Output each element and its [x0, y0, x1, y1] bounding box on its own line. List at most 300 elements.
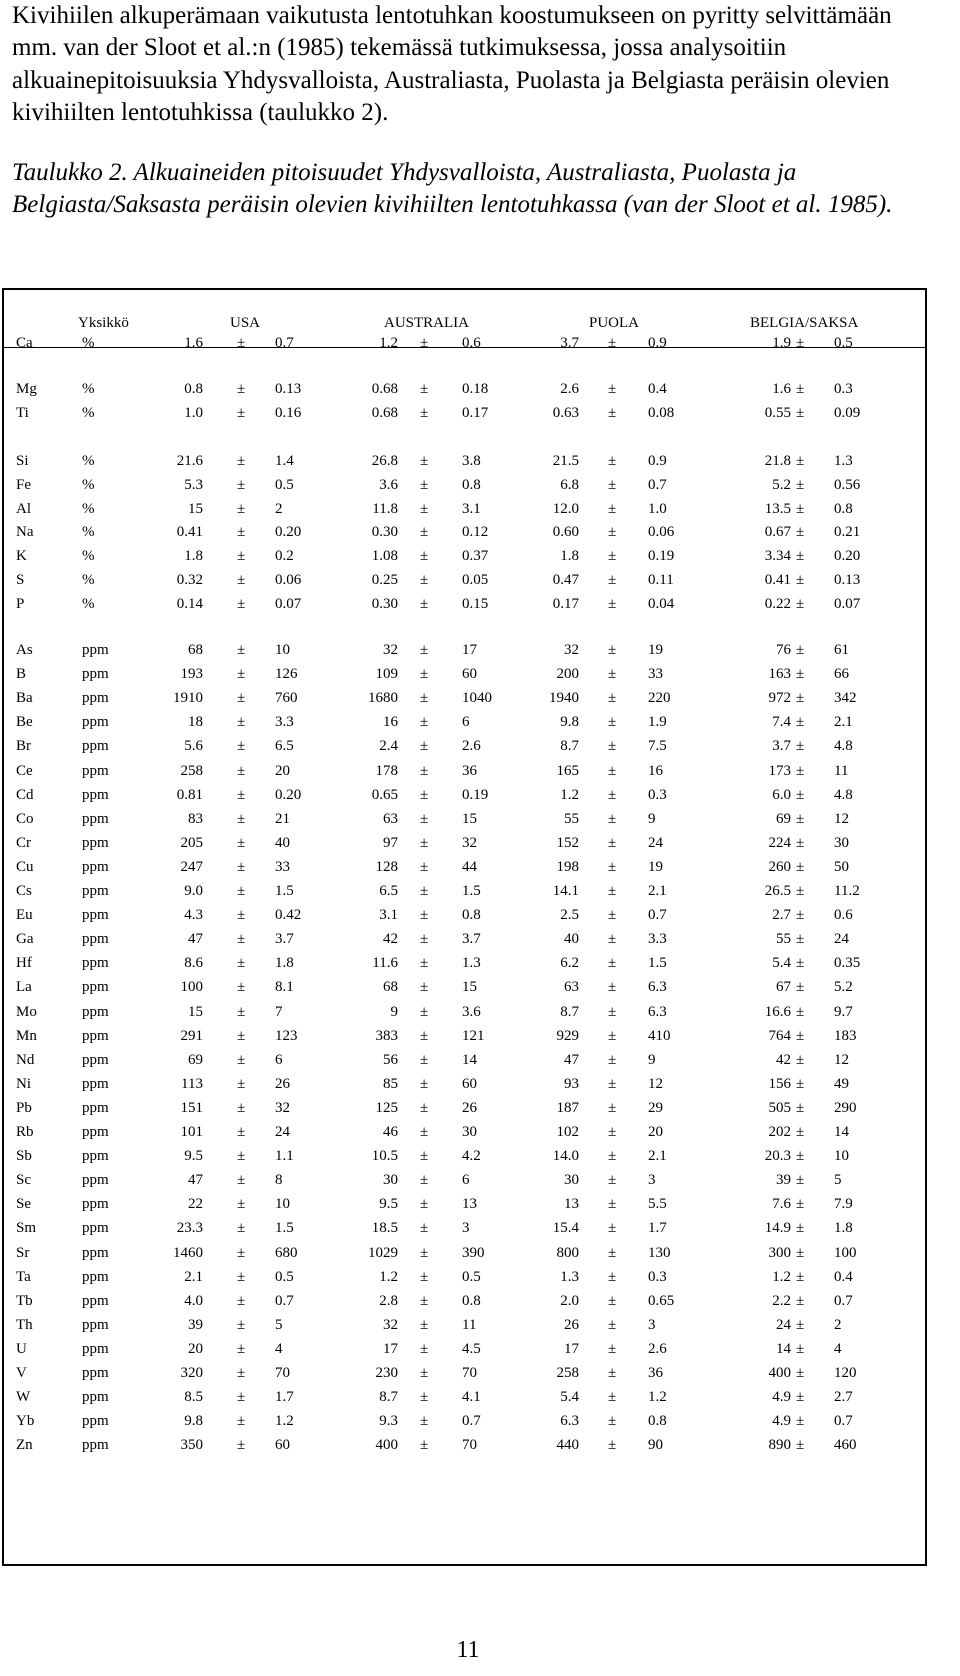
plus-minus-sign: ± — [237, 714, 246, 731]
value-cell: 15 — [188, 1003, 203, 1020]
plus-minus-sign: ± — [796, 1220, 805, 1237]
value-cell: 100 — [180, 979, 203, 996]
value-cell: 101 — [180, 1124, 203, 1140]
plus-minus-sign: ± — [237, 381, 246, 397]
plus-minus-sign: ± — [608, 453, 617, 469]
error-cell: 390 — [462, 1244, 485, 1261]
value-cell: 0.63 — [552, 405, 579, 421]
element-symbol: Sc — [16, 1172, 31, 1189]
unit-cell: ppm — [82, 1413, 109, 1430]
plus-minus-sign: ± — [608, 1172, 617, 1189]
value-cell: 11.8 — [372, 500, 398, 517]
error-cell: 0.06 — [275, 572, 302, 588]
plus-minus-sign: ± — [608, 1196, 617, 1213]
value-cell: 2.6 — [560, 381, 579, 397]
plus-minus-sign: ± — [796, 572, 805, 588]
error-cell: 60 — [462, 666, 477, 683]
error-cell: 6 — [462, 714, 470, 731]
plus-minus-sign: ± — [796, 1051, 805, 1068]
plus-minus-sign: ± — [420, 834, 429, 851]
value-cell: 320 — [180, 1365, 203, 1381]
value-cell: 5.2 — [772, 476, 791, 493]
error-cell: 10 — [834, 1148, 849, 1165]
value-cell: 69 — [188, 1051, 203, 1068]
error-cell: 1.0 — [648, 500, 667, 517]
unit-cell: % — [82, 335, 95, 351]
plus-minus-sign: ± — [796, 810, 805, 827]
error-cell: 1.9 — [648, 714, 667, 731]
value-cell: 47 — [188, 931, 203, 948]
plus-minus-sign: ± — [237, 1003, 246, 1020]
plus-minus-sign: ± — [608, 1099, 617, 1116]
plus-minus-sign: ± — [237, 858, 246, 875]
error-cell: 2 — [834, 1316, 842, 1333]
plus-minus-sign: ± — [237, 642, 246, 658]
error-cell: 0.07 — [275, 595, 302, 612]
value-cell: 55 — [776, 931, 791, 948]
plus-minus-sign: ± — [608, 858, 617, 875]
plus-minus-sign: ± — [420, 955, 429, 972]
error-cell: 0.05 — [462, 572, 489, 588]
value-cell: 0.30 — [371, 595, 398, 612]
unit-cell: ppm — [82, 834, 109, 851]
plus-minus-sign: ± — [420, 738, 429, 755]
error-cell: 0.7 — [462, 1413, 481, 1430]
error-cell: 9 — [648, 1051, 656, 1068]
value-cell: 4.0 — [184, 1292, 203, 1309]
value-cell: 929 — [556, 1027, 579, 1044]
plus-minus-sign: ± — [237, 762, 246, 779]
value-cell: 32 — [564, 642, 579, 658]
error-cell: 20 — [648, 1124, 663, 1140]
error-cell: 61 — [834, 642, 849, 658]
plus-minus-sign: ± — [420, 335, 429, 351]
element-symbol: Al — [16, 500, 31, 517]
error-cell: 44 — [462, 858, 477, 875]
unit-cell: ppm — [82, 1316, 109, 1333]
value-cell: 0.60 — [552, 524, 579, 541]
value-cell: 0.30 — [371, 524, 398, 541]
value-cell: 230 — [375, 1365, 398, 1381]
value-cell: 8.6 — [184, 955, 203, 972]
error-cell: 0.15 — [462, 595, 489, 612]
plus-minus-sign: ± — [796, 714, 805, 731]
plus-minus-sign: ± — [796, 1075, 805, 1092]
plus-minus-sign: ± — [796, 476, 805, 493]
header-puola: PUOLA — [589, 315, 640, 331]
value-cell: 24 — [776, 1316, 791, 1333]
error-cell: 30 — [462, 1124, 477, 1140]
unit-cell: ppm — [82, 786, 109, 803]
value-cell: 6.0 — [772, 786, 791, 803]
value-cell: 383 — [375, 1027, 398, 1044]
error-cell: 0.7 — [648, 907, 667, 924]
value-cell: 5.4 — [772, 955, 791, 972]
plus-minus-sign: ± — [796, 858, 805, 875]
plus-minus-sign: ± — [608, 883, 617, 899]
error-cell: 6.3 — [648, 979, 667, 996]
error-cell: 4 — [275, 1340, 283, 1357]
plus-minus-sign: ± — [420, 762, 429, 779]
error-cell: 6 — [462, 1172, 470, 1189]
unit-cell: % — [82, 524, 95, 541]
plus-minus-sign: ± — [796, 595, 805, 612]
element-symbol: Ta — [16, 1268, 31, 1285]
error-cell: 7.5 — [648, 738, 667, 755]
plus-minus-sign: ± — [237, 1316, 246, 1333]
value-cell: 40 — [564, 931, 579, 948]
error-cell: 0.9 — [648, 453, 667, 469]
unit-cell: ppm — [82, 1437, 109, 1454]
element-symbol: Mn — [16, 1027, 37, 1044]
plus-minus-sign: ± — [608, 931, 617, 948]
plus-minus-sign: ± — [608, 1268, 617, 1285]
plus-minus-sign: ± — [237, 786, 246, 803]
unit-cell: ppm — [82, 979, 109, 996]
unit-cell: ppm — [82, 1196, 109, 1213]
plus-minus-sign: ± — [420, 642, 429, 658]
error-cell: 0.5 — [462, 1268, 481, 1285]
plus-minus-sign: ± — [237, 1437, 246, 1454]
value-cell: 42 — [383, 931, 398, 948]
error-cell: 0.4 — [834, 1268, 853, 1285]
value-cell: 5.4 — [560, 1389, 579, 1406]
value-cell: 6.5 — [379, 883, 398, 899]
value-cell: 9 — [390, 1003, 398, 1020]
plus-minus-sign: ± — [420, 595, 429, 612]
value-cell: 20.3 — [764, 1148, 791, 1165]
value-cell: 128 — [375, 858, 398, 875]
plus-minus-sign: ± — [796, 1099, 805, 1116]
element-symbol: Mg — [16, 381, 37, 397]
error-cell: 32 — [462, 834, 477, 851]
value-cell: 20 — [188, 1340, 203, 1357]
error-cell: 0.2 — [275, 548, 294, 565]
value-cell: 83 — [188, 810, 203, 827]
value-cell: 8.7 — [560, 738, 579, 755]
value-cell: 68 — [188, 642, 203, 658]
plus-minus-sign: ± — [237, 931, 246, 948]
value-cell: 21.5 — [552, 453, 579, 469]
plus-minus-sign: ± — [420, 786, 429, 803]
value-cell: 17 — [383, 1340, 398, 1357]
plus-minus-sign: ± — [420, 1413, 429, 1430]
error-cell: 6 — [275, 1051, 283, 1068]
unit-cell: ppm — [82, 1027, 109, 1044]
unit-cell: % — [82, 548, 95, 565]
error-cell: 4.5 — [462, 1340, 481, 1357]
error-cell: 121 — [462, 1027, 485, 1044]
element-symbol: K — [16, 548, 27, 565]
plus-minus-sign: ± — [237, 1051, 246, 1068]
plus-minus-sign: ± — [608, 335, 617, 351]
value-cell: 3.7 — [560, 335, 579, 351]
value-cell: 14.1 — [552, 883, 579, 899]
element-symbol: Th — [16, 1316, 33, 1333]
unit-cell: ppm — [82, 883, 109, 899]
plus-minus-sign: ± — [237, 1172, 246, 1189]
plus-minus-sign: ± — [237, 1124, 246, 1140]
value-cell: 8.7 — [379, 1389, 398, 1406]
error-cell: 12 — [834, 810, 849, 827]
value-cell: 260 — [768, 858, 791, 875]
value-cell: 3.7 — [772, 738, 791, 755]
element-symbol: Yb — [16, 1413, 35, 1430]
plus-minus-sign: ± — [237, 335, 246, 351]
plus-minus-sign: ± — [796, 642, 805, 658]
value-cell: 0.68 — [371, 405, 398, 421]
plus-minus-sign: ± — [796, 1292, 805, 1309]
error-cell: 24 — [275, 1124, 290, 1140]
value-cell: 300 — [768, 1244, 791, 1261]
unit-cell: % — [82, 595, 95, 612]
value-cell: 6.8 — [560, 476, 579, 493]
plus-minus-sign: ± — [608, 1413, 617, 1430]
unit-cell: ppm — [82, 810, 109, 827]
value-cell: 26.5 — [764, 883, 791, 899]
plus-minus-sign: ± — [796, 335, 805, 351]
value-cell: 800 — [556, 1244, 579, 1261]
value-cell: 400 — [768, 1365, 791, 1381]
plus-minus-sign: ± — [608, 1124, 617, 1140]
plus-minus-sign: ± — [420, 858, 429, 875]
error-cell: 2.1 — [834, 714, 853, 731]
plus-minus-sign: ± — [420, 500, 429, 517]
plus-minus-sign: ± — [608, 572, 617, 588]
value-cell: 14 — [776, 1340, 791, 1357]
unit-cell: ppm — [82, 1389, 109, 1406]
error-cell: 0.20 — [275, 786, 302, 803]
error-cell: 3 — [462, 1220, 470, 1237]
unit-cell: ppm — [82, 1220, 109, 1237]
value-cell: 3.6 — [379, 476, 398, 493]
value-cell: 14.0 — [552, 1148, 579, 1165]
error-cell: 0.35 — [834, 955, 861, 972]
plus-minus-sign: ± — [796, 1124, 805, 1140]
plus-minus-sign: ± — [608, 955, 617, 972]
error-cell: 0.9 — [648, 335, 667, 351]
plus-minus-sign: ± — [237, 1389, 246, 1406]
value-cell: 68 — [383, 979, 398, 996]
value-cell: 1.6 — [184, 335, 203, 351]
value-cell: 30 — [383, 1172, 398, 1189]
error-cell: 1.7 — [648, 1220, 667, 1237]
plus-minus-sign: ± — [237, 834, 246, 851]
plus-minus-sign: ± — [420, 1292, 429, 1309]
value-cell: 46 — [383, 1124, 398, 1140]
value-cell: 97 — [383, 834, 398, 851]
unit-cell: % — [82, 572, 95, 588]
unit-cell: ppm — [82, 1268, 109, 1285]
element-symbol: Ce — [16, 762, 33, 779]
unit-cell: ppm — [82, 714, 109, 731]
value-cell: 1.2 — [560, 786, 579, 803]
plus-minus-sign: ± — [796, 1172, 805, 1189]
plus-minus-sign: ± — [608, 381, 617, 397]
error-cell: 12 — [834, 1051, 849, 1068]
error-cell: 2 — [275, 500, 283, 517]
element-symbol: Pb — [16, 1099, 32, 1116]
value-cell: 9.3 — [379, 1413, 398, 1430]
plus-minus-sign: ± — [608, 524, 617, 541]
error-cell: 0.18 — [462, 381, 489, 397]
value-cell: 2.5 — [560, 907, 579, 924]
element-symbol: Eu — [16, 907, 33, 924]
plus-minus-sign: ± — [420, 1148, 429, 1165]
value-cell: 0.41 — [764, 572, 791, 588]
plus-minus-sign: ± — [608, 666, 617, 683]
error-cell: 1.4 — [275, 453, 294, 469]
error-cell: 0.13 — [275, 381, 302, 397]
element-symbol: Br — [16, 738, 31, 755]
value-cell: 9.8 — [184, 1413, 203, 1430]
error-cell: 0.16 — [275, 405, 302, 421]
error-cell: 1.7 — [275, 1389, 294, 1406]
error-cell: 1040 — [462, 690, 492, 707]
value-cell: 0.32 — [176, 572, 203, 588]
plus-minus-sign: ± — [237, 883, 246, 899]
error-cell: 123 — [275, 1027, 298, 1044]
error-cell: 2.1 — [648, 1148, 667, 1165]
element-symbol: Cd — [16, 786, 34, 803]
error-cell: 10 — [275, 1196, 290, 1213]
error-cell: 0.56 — [834, 476, 861, 493]
value-cell: 440 — [556, 1437, 579, 1454]
element-symbol: Be — [16, 714, 33, 731]
value-cell: 3.34 — [764, 548, 791, 565]
value-cell: 1.8 — [184, 548, 203, 565]
plus-minus-sign: ± — [237, 979, 246, 996]
error-cell: 1.8 — [834, 1220, 853, 1237]
value-cell: 0.14 — [176, 595, 203, 612]
error-cell: 3.3 — [648, 931, 667, 948]
value-cell: 1.8 — [560, 548, 579, 565]
plus-minus-sign: ± — [796, 1244, 805, 1261]
error-cell: 0.09 — [834, 405, 861, 421]
element-symbol: U — [16, 1340, 27, 1357]
error-cell: 1.8 — [275, 955, 294, 972]
plus-minus-sign: ± — [796, 666, 805, 683]
element-symbol: B — [16, 666, 27, 683]
error-cell: 5.5 — [648, 1196, 667, 1213]
plus-minus-sign: ± — [420, 476, 429, 493]
value-cell: 18.5 — [371, 1220, 398, 1237]
element-symbol: Fe — [16, 476, 31, 493]
value-cell: 2.4 — [379, 738, 398, 755]
error-cell: 66 — [834, 666, 849, 683]
error-cell: 70 — [462, 1365, 477, 1381]
error-cell: 0.7 — [275, 335, 294, 351]
value-cell: 202 — [768, 1124, 791, 1140]
value-cell: 39 — [776, 1172, 791, 1189]
value-cell: 56 — [383, 1051, 398, 1068]
value-cell: 113 — [181, 1075, 203, 1092]
value-cell: 47 — [188, 1172, 203, 1189]
plus-minus-sign: ± — [420, 1196, 429, 1213]
value-cell: 6.2 — [560, 955, 579, 972]
value-cell: 102 — [556, 1124, 579, 1140]
value-cell: 972 — [768, 690, 791, 707]
plus-minus-sign: ± — [237, 1148, 246, 1165]
value-cell: 63 — [564, 979, 579, 996]
value-cell: 21.6 — [176, 453, 203, 469]
plus-minus-sign: ± — [420, 453, 429, 469]
plus-minus-sign: ± — [608, 1075, 617, 1092]
plus-minus-sign: ± — [237, 524, 246, 541]
error-cell: 4.1 — [462, 1389, 481, 1406]
error-cell: 14 — [834, 1124, 849, 1140]
error-cell: 6.3 — [648, 1003, 667, 1020]
plus-minus-sign: ± — [796, 1196, 805, 1213]
value-cell: 1.2 — [379, 335, 398, 351]
value-cell: 3.1 — [379, 907, 398, 924]
error-cell: 0.8 — [462, 476, 481, 493]
value-cell: 163 — [768, 666, 791, 683]
value-cell: 1.9 — [772, 335, 791, 351]
header-unit: Yksikkö — [78, 315, 129, 331]
plus-minus-sign: ± — [420, 1389, 429, 1406]
error-cell: 1.5 — [275, 883, 294, 899]
data-table — [2, 288, 927, 1566]
plus-minus-sign: ± — [420, 1220, 429, 1237]
plus-minus-sign: ± — [608, 979, 617, 996]
error-cell: 15 — [462, 979, 477, 996]
plus-minus-sign: ± — [608, 1365, 617, 1381]
unit-cell: ppm — [82, 1244, 109, 1261]
error-cell: 9 — [648, 810, 656, 827]
unit-cell: ppm — [82, 1051, 109, 1068]
error-cell: 0.8 — [834, 500, 853, 517]
error-cell: 5.2 — [834, 979, 853, 996]
plus-minus-sign: ± — [420, 1027, 429, 1044]
plus-minus-sign: ± — [796, 738, 805, 755]
unit-cell: ppm — [82, 955, 109, 972]
error-cell: 3.8 — [462, 453, 481, 469]
plus-minus-sign: ± — [237, 595, 246, 612]
element-symbol: Ga — [16, 931, 34, 948]
element-symbol: Ti — [16, 405, 29, 421]
element-symbol: Hf — [16, 955, 32, 972]
value-cell: 9.8 — [560, 714, 579, 731]
plus-minus-sign: ± — [420, 714, 429, 731]
error-cell: 49 — [834, 1075, 849, 1092]
element-symbol: Ba — [16, 690, 33, 707]
element-symbol: Mo — [16, 1003, 37, 1020]
plus-minus-sign: ± — [237, 1196, 246, 1213]
plus-minus-sign: ± — [420, 1172, 429, 1189]
error-cell: 0.4 — [648, 381, 667, 397]
error-cell: 0.6 — [462, 335, 481, 351]
value-cell: 9.5 — [184, 1148, 203, 1165]
plus-minus-sign: ± — [608, 1027, 617, 1044]
error-cell: 342 — [834, 690, 857, 707]
header-usa: USA — [230, 315, 261, 331]
plus-minus-sign: ± — [237, 1268, 246, 1285]
plus-minus-sign: ± — [420, 1365, 429, 1381]
error-cell: 760 — [275, 690, 298, 707]
error-cell: 9.7 — [834, 1003, 853, 1020]
value-cell: 2.1 — [184, 1268, 203, 1285]
value-cell: 165 — [556, 762, 579, 779]
value-cell: 1460 — [173, 1244, 203, 1261]
element-symbol: Cr — [16, 834, 31, 851]
plus-minus-sign: ± — [608, 1437, 617, 1454]
plus-minus-sign: ± — [237, 500, 246, 517]
value-cell: 1680 — [368, 690, 398, 707]
error-cell: 90 — [648, 1437, 663, 1454]
error-cell: 15 — [462, 810, 477, 827]
plus-minus-sign: ± — [608, 1316, 617, 1333]
